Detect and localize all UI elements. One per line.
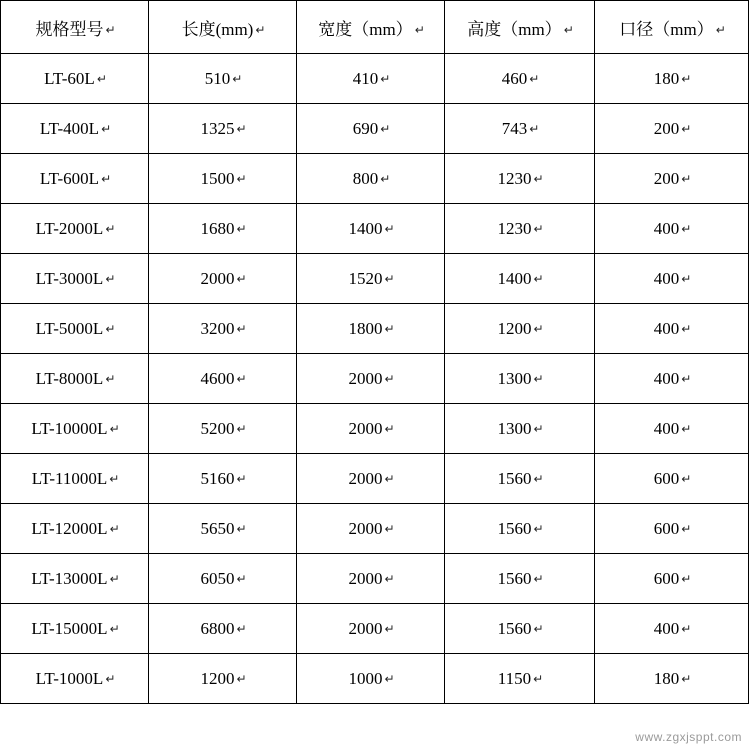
paragraph-mark-icon: ↵	[380, 171, 391, 186]
table-cell	[297, 504, 445, 554]
cell-text: 1500	[200, 168, 235, 188]
cell-text: 200	[653, 168, 680, 188]
paragraph-mark-icon: ↵	[105, 671, 116, 686]
table-row	[1, 104, 749, 154]
table-cell	[1, 104, 149, 154]
table-header-row	[1, 1, 749, 54]
paragraph-mark-icon: ↵	[380, 121, 391, 136]
paragraph-mark-icon: ↵	[255, 22, 266, 37]
paragraph-mark-icon: ↵	[380, 71, 391, 86]
table-row	[1, 304, 749, 354]
table-cell	[445, 254, 595, 304]
paragraph-mark-icon: ↵	[681, 421, 692, 436]
cell-text: 2000	[348, 618, 383, 638]
cell-text: 600	[653, 468, 680, 488]
cell-text: 6050	[200, 568, 235, 588]
table-cell	[595, 604, 749, 654]
paragraph-mark-icon: ↵	[105, 321, 116, 336]
paragraph-mark-icon: ↵	[715, 22, 726, 37]
cell-text: 规格型号	[35, 19, 104, 39]
cell-text: LT-60L	[44, 68, 95, 88]
paragraph-mark-icon: ↵	[236, 471, 247, 486]
cell-text: 400	[653, 418, 680, 438]
cell-text: 180	[653, 668, 680, 688]
paragraph-mark-icon: ↵	[109, 421, 120, 436]
paragraph-mark-icon: ↵	[384, 471, 395, 486]
cell-text: 1300	[497, 368, 532, 388]
table-cell	[445, 604, 595, 654]
paragraph-mark-icon: ↵	[236, 321, 247, 336]
cell-text: 3200	[200, 318, 235, 338]
paragraph-mark-icon: ↵	[533, 171, 544, 186]
table-cell	[445, 154, 595, 204]
cell-text: LT-600L	[39, 168, 100, 188]
paragraph-mark-icon: ↵	[681, 371, 692, 386]
cell-text: 1400	[497, 268, 532, 288]
cell-text: 6800	[200, 618, 235, 638]
watermark: www.zgxjsppt.com	[635, 730, 742, 744]
table-cell	[297, 404, 445, 454]
cell-text: 1230	[497, 218, 532, 238]
table-body	[1, 1, 749, 704]
cell-text: 1200	[497, 318, 532, 338]
table-cell	[445, 654, 595, 704]
paragraph-mark-icon: ↵	[533, 271, 544, 286]
paragraph-mark-icon: ↵	[384, 271, 395, 286]
cell-text: 743	[501, 118, 528, 138]
cell-text: LT-15000L	[31, 618, 108, 638]
table-cell	[1, 354, 149, 404]
paragraph-mark-icon: ↵	[529, 121, 540, 136]
table-cell	[445, 454, 595, 504]
paragraph-mark-icon: ↵	[384, 221, 395, 236]
paragraph-mark-icon: ↵	[105, 221, 116, 236]
table-row	[1, 604, 749, 654]
paragraph-mark-icon: ↵	[236, 221, 247, 236]
table-row	[1, 654, 749, 704]
cell-text: 600	[653, 568, 680, 588]
table-cell	[595, 504, 749, 554]
table-header-cell	[595, 1, 749, 54]
cell-text: 1000	[348, 668, 383, 688]
paragraph-mark-icon: ↵	[105, 22, 116, 37]
paragraph-mark-icon: ↵	[384, 321, 395, 336]
cell-text: 5650	[200, 518, 235, 538]
cell-text: 510	[204, 68, 231, 88]
paragraph-mark-icon: ↵	[533, 671, 544, 686]
table-cell	[297, 654, 445, 704]
paragraph-mark-icon: ↵	[384, 521, 395, 536]
paragraph-mark-icon: ↵	[681, 71, 692, 86]
cell-text: 宽度（mm）	[318, 19, 413, 39]
table-cell	[1, 454, 149, 504]
paragraph-mark-icon: ↵	[105, 371, 116, 386]
table-cell	[297, 554, 445, 604]
table-cell	[595, 554, 749, 604]
paragraph-mark-icon: ↵	[681, 521, 692, 536]
cell-text: 口径（mm）	[619, 19, 714, 39]
paragraph-mark-icon: ↵	[529, 71, 540, 86]
table-cell	[149, 654, 297, 704]
table-cell	[149, 554, 297, 604]
cell-text: 5200	[200, 418, 235, 438]
table-row	[1, 504, 749, 554]
paragraph-mark-icon: ↵	[681, 171, 692, 186]
table-cell	[149, 354, 297, 404]
paragraph-mark-icon: ↵	[681, 321, 692, 336]
table-cell	[297, 354, 445, 404]
table-cell	[1, 404, 149, 454]
cell-text: 180	[653, 68, 680, 88]
cell-text: LT-10000L	[31, 418, 108, 438]
table-cell	[595, 304, 749, 354]
cell-text: LT-8000L	[35, 368, 104, 388]
table-row	[1, 554, 749, 604]
table-header-cell	[1, 1, 149, 54]
table-cell	[1, 54, 149, 104]
paragraph-mark-icon: ↵	[101, 171, 112, 186]
table-cell	[595, 404, 749, 454]
paragraph-mark-icon: ↵	[109, 521, 120, 536]
table-row	[1, 454, 749, 504]
table-cell	[297, 454, 445, 504]
cell-text: 长度(mm)	[181, 19, 254, 39]
cell-text: 1200	[200, 668, 235, 688]
table-cell	[445, 404, 595, 454]
table-cell	[149, 54, 297, 104]
cell-text: 5160	[200, 468, 235, 488]
cell-text: 400	[653, 618, 680, 638]
paragraph-mark-icon: ↵	[236, 571, 247, 586]
paragraph-mark-icon: ↵	[681, 471, 692, 486]
cell-text: LT-11000L	[31, 468, 108, 488]
cell-text: 1560	[497, 618, 532, 638]
table-row	[1, 354, 749, 404]
cell-text: 460	[501, 68, 528, 88]
cell-text: 400	[653, 368, 680, 388]
table-cell	[1, 254, 149, 304]
cell-text: 1560	[497, 518, 532, 538]
paragraph-mark-icon: ↵	[681, 621, 692, 636]
table-cell	[595, 54, 749, 104]
cell-text: 690	[352, 118, 379, 138]
paragraph-mark-icon: ↵	[232, 71, 243, 86]
table-cell	[595, 204, 749, 254]
cell-text: 600	[653, 518, 680, 538]
table-header-cell	[297, 1, 445, 54]
cell-text: 800	[352, 168, 379, 188]
paragraph-mark-icon: ↵	[384, 371, 395, 386]
table-cell	[595, 104, 749, 154]
cell-text: LT-1000L	[35, 668, 104, 688]
paragraph-mark-icon: ↵	[101, 121, 112, 136]
paragraph-mark-icon: ↵	[384, 571, 395, 586]
table-cell	[1, 554, 149, 604]
cell-text: LT-400L	[39, 118, 100, 138]
cell-text: 2000	[348, 468, 383, 488]
paragraph-mark-icon: ↵	[236, 671, 247, 686]
cell-text: LT-2000L	[35, 218, 104, 238]
paragraph-mark-icon: ↵	[236, 271, 247, 286]
cell-text: 2000	[348, 518, 383, 538]
table-cell	[445, 554, 595, 604]
paragraph-mark-icon: ↵	[236, 521, 247, 536]
table-cell	[149, 154, 297, 204]
table-cell	[149, 104, 297, 154]
paragraph-mark-icon: ↵	[109, 471, 120, 486]
table-cell	[445, 204, 595, 254]
cell-text: 2000	[348, 418, 383, 438]
paragraph-mark-icon: ↵	[681, 271, 692, 286]
paragraph-mark-icon: ↵	[533, 371, 544, 386]
paragraph-mark-icon: ↵	[681, 571, 692, 586]
table-header-cell	[445, 1, 595, 54]
table-cell	[445, 54, 595, 104]
cell-text: 1520	[348, 268, 383, 288]
table-cell	[297, 104, 445, 154]
table-cell	[297, 304, 445, 354]
cell-text: 200	[653, 118, 680, 138]
cell-text: LT-12000L	[31, 518, 108, 538]
table-cell	[149, 254, 297, 304]
cell-text: 400	[653, 318, 680, 338]
table-cell	[595, 654, 749, 704]
cell-text: LT-3000L	[35, 268, 104, 288]
table-row	[1, 404, 749, 454]
table-cell	[297, 254, 445, 304]
paragraph-mark-icon: ↵	[533, 321, 544, 336]
cell-text: 高度（mm）	[467, 19, 562, 39]
paragraph-mark-icon: ↵	[533, 221, 544, 236]
cell-text: 2000	[348, 568, 383, 588]
table-row	[1, 254, 749, 304]
table-cell	[595, 354, 749, 404]
cell-text: 1230	[497, 168, 532, 188]
paragraph-mark-icon: ↵	[563, 22, 574, 37]
paragraph-mark-icon: ↵	[414, 22, 425, 37]
cell-text: 4600	[200, 368, 235, 388]
table-row	[1, 154, 749, 204]
table-cell	[297, 54, 445, 104]
cell-text: 2000	[200, 268, 235, 288]
paragraph-mark-icon: ↵	[533, 421, 544, 436]
paragraph-mark-icon: ↵	[384, 421, 395, 436]
table-cell	[1, 304, 149, 354]
table-cell	[297, 604, 445, 654]
cell-text: 2000	[348, 368, 383, 388]
cell-text: 1560	[497, 568, 532, 588]
paragraph-mark-icon: ↵	[109, 621, 120, 636]
cell-text: 400	[653, 268, 680, 288]
table-row	[1, 54, 749, 104]
table-cell	[297, 154, 445, 204]
paragraph-mark-icon: ↵	[681, 671, 692, 686]
table-cell	[1, 604, 149, 654]
paragraph-mark-icon: ↵	[105, 271, 116, 286]
table-cell	[297, 204, 445, 254]
table-cell	[149, 304, 297, 354]
table-row	[1, 204, 749, 254]
table-cell	[445, 354, 595, 404]
table-cell	[149, 504, 297, 554]
cell-text: 1800	[348, 318, 383, 338]
table-cell	[1, 204, 149, 254]
table-cell	[149, 604, 297, 654]
table-cell	[595, 254, 749, 304]
table-cell	[1, 654, 149, 704]
paragraph-mark-icon: ↵	[236, 121, 247, 136]
table-cell	[595, 154, 749, 204]
paragraph-mark-icon: ↵	[109, 571, 120, 586]
table-cell	[149, 204, 297, 254]
table-cell	[1, 504, 149, 554]
paragraph-mark-icon: ↵	[681, 121, 692, 136]
cell-text: 1150	[497, 668, 532, 688]
paragraph-mark-icon: ↵	[236, 171, 247, 186]
table-cell	[149, 404, 297, 454]
cell-text: 1680	[200, 218, 235, 238]
paragraph-mark-icon: ↵	[236, 371, 247, 386]
cell-text: 410	[352, 68, 379, 88]
table-cell	[445, 104, 595, 154]
cell-text: 1560	[497, 468, 532, 488]
paragraph-mark-icon: ↵	[533, 471, 544, 486]
table-cell	[1, 154, 149, 204]
cell-text: 1325	[200, 118, 235, 138]
cell-text: 1400	[348, 218, 383, 238]
paragraph-mark-icon: ↵	[533, 621, 544, 636]
paragraph-mark-icon: ↵	[236, 421, 247, 436]
cell-text: LT-13000L	[31, 568, 108, 588]
cell-text: LT-5000L	[35, 318, 104, 338]
table-cell	[445, 304, 595, 354]
paragraph-mark-icon: ↵	[681, 221, 692, 236]
cell-text: 400	[653, 218, 680, 238]
table-cell	[149, 454, 297, 504]
table-cell	[595, 454, 749, 504]
paragraph-mark-icon: ↵	[384, 621, 395, 636]
table-header-cell	[149, 1, 297, 54]
paragraph-mark-icon: ↵	[96, 71, 107, 86]
table-cell	[445, 504, 595, 554]
paragraph-mark-icon: ↵	[533, 521, 544, 536]
paragraph-mark-icon: ↵	[533, 571, 544, 586]
paragraph-mark-icon: ↵	[236, 621, 247, 636]
cell-text: 1300	[497, 418, 532, 438]
paragraph-mark-icon: ↵	[384, 671, 395, 686]
